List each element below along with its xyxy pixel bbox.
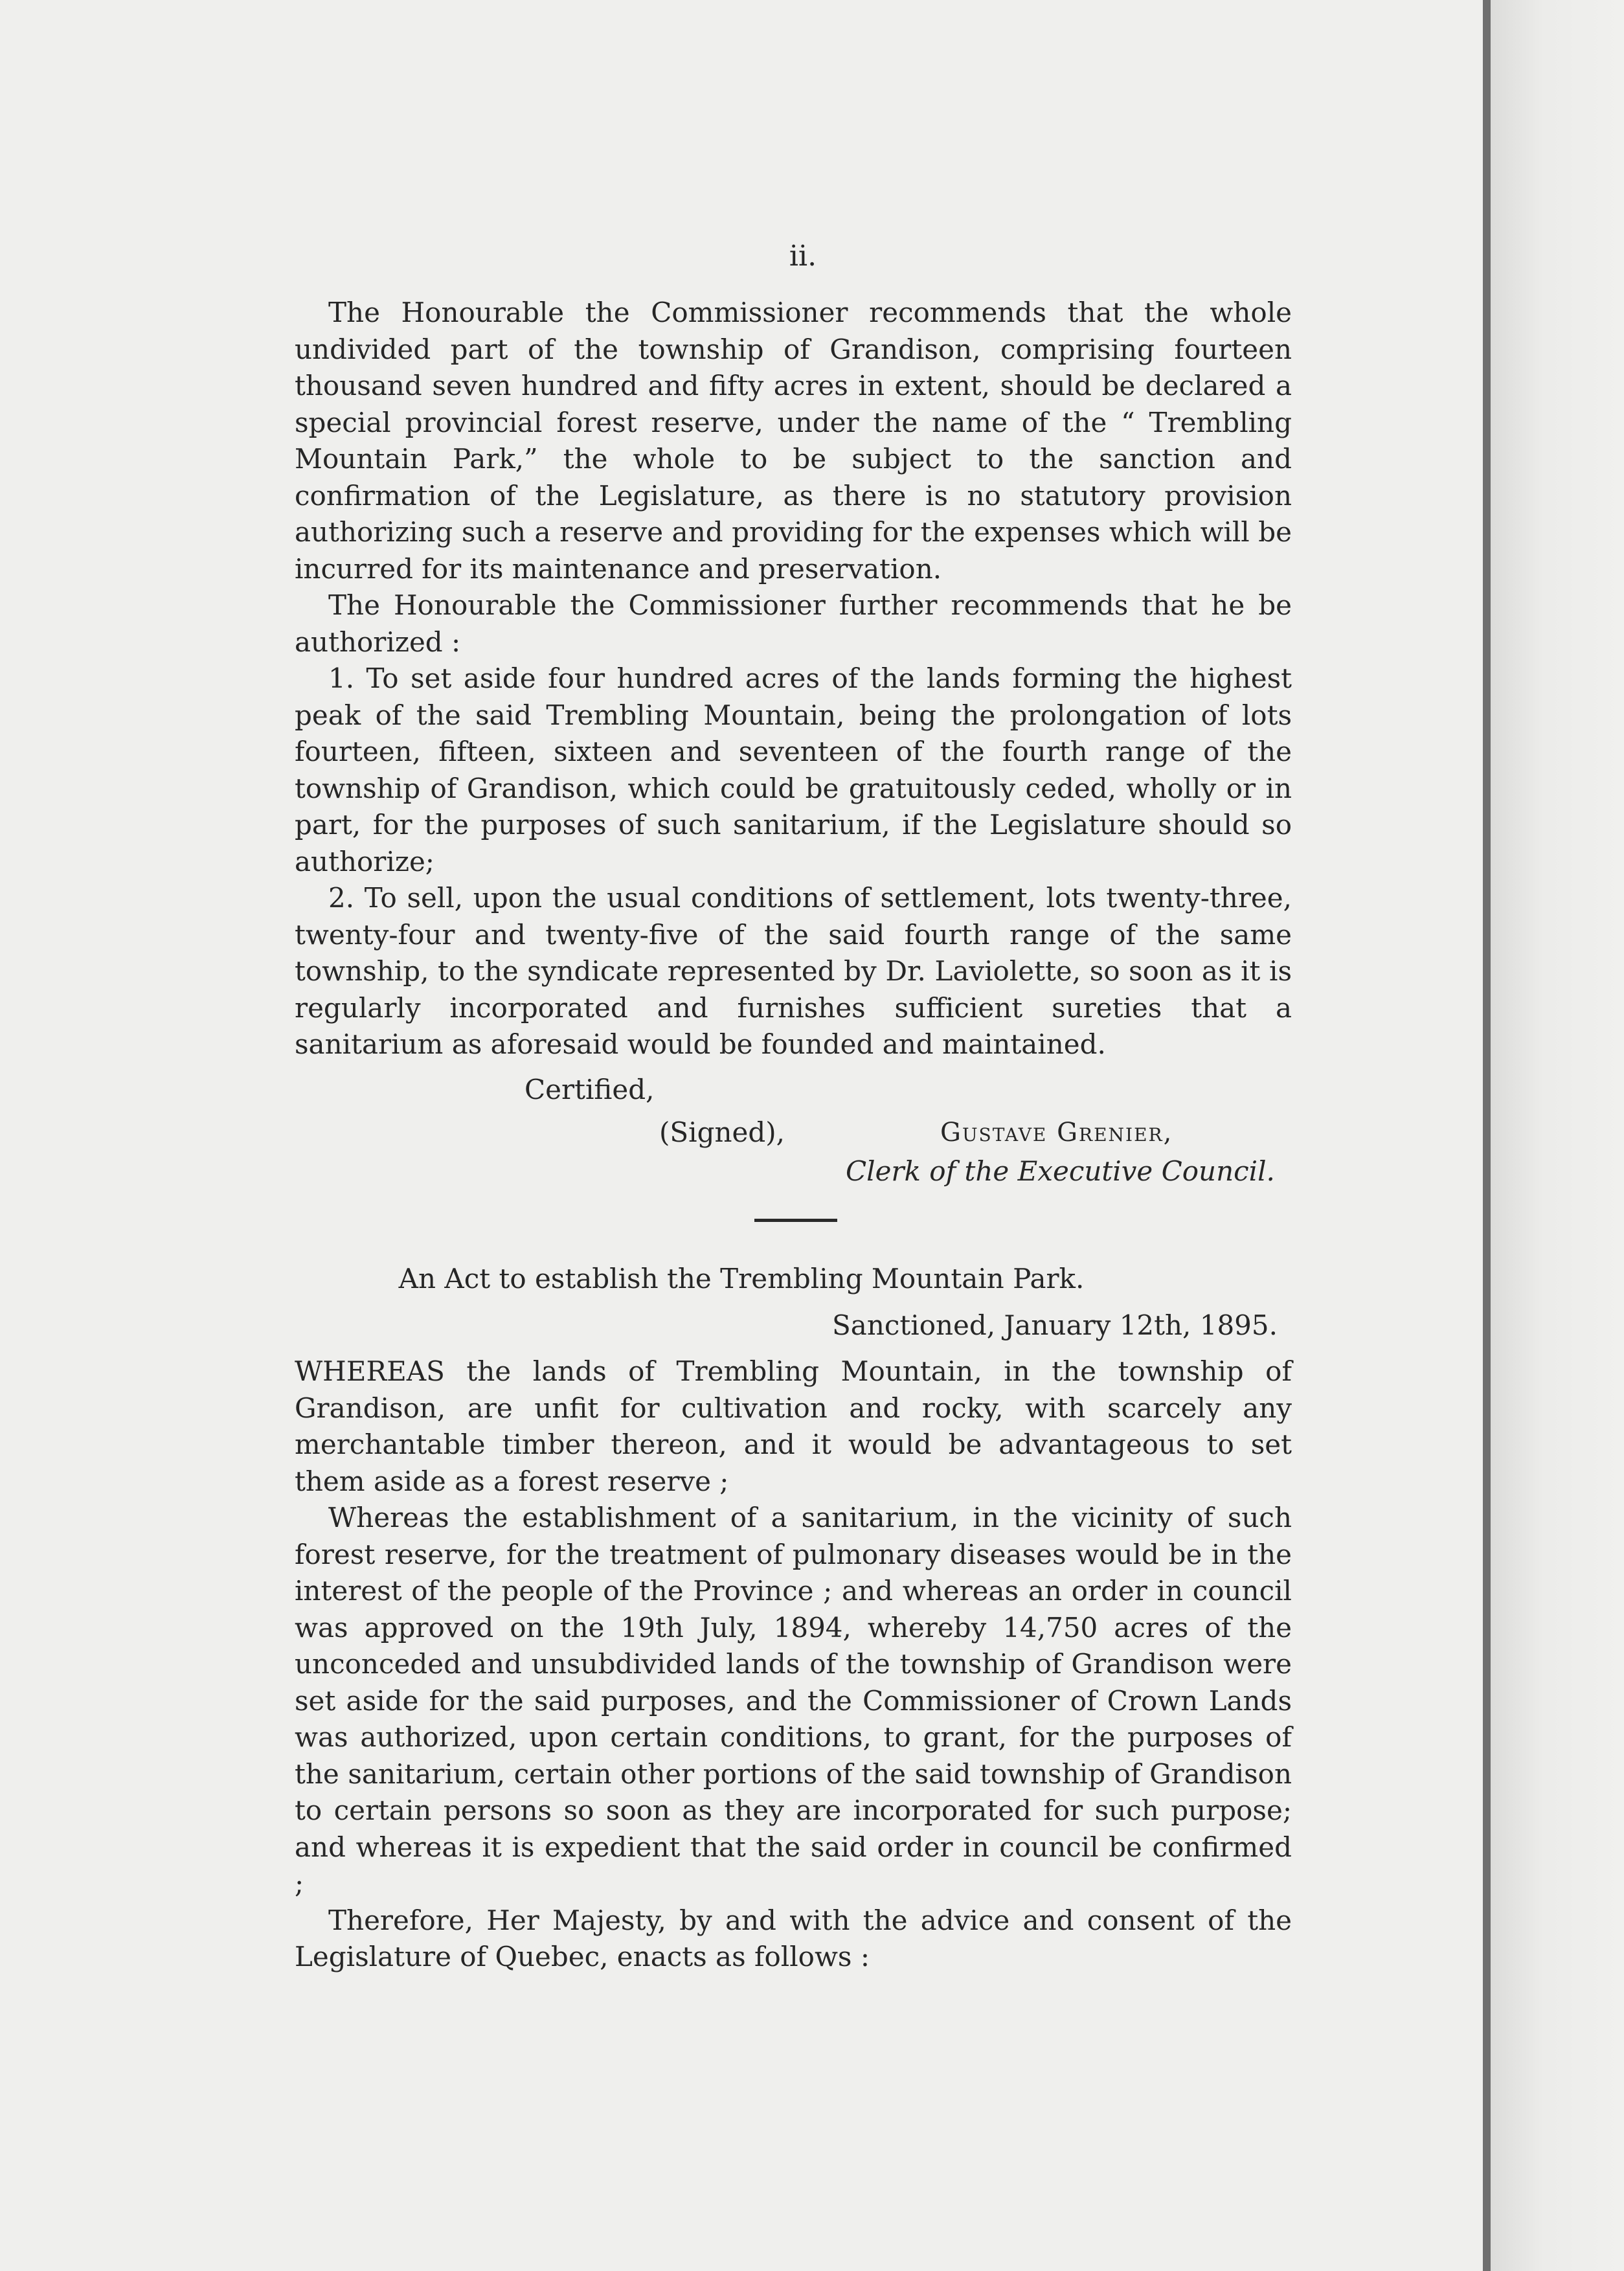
act-text [295,1353,1292,1976]
act-sanction-date: Sanctioned, January 12th, 1895. [832,1309,1278,1341]
paragraph-further-recommendation: The Honourable the Commissioner further recommends that he be authorized : [295,589,1292,658]
page-number: ii. [789,240,817,273]
page-binding-edge [1483,0,1491,2271]
paragraph-whereas-sanitarium: Whereas the establishment of a sanitarium, in the vicinity of such forest reserve, for the treatment of pulmonary diseases would be in the interest of the people of the Province ; and whereas an order in council was approved on the 19th July, 1894, whereby 14,750 acres of the unconceded and unsubdivided lands of the township of Grandison were set aside for the said purposes, and the Commissioner of Crown Lands was authorized, upon certain conditions, to grant, for the purposes of the sanitarium, certain other portions of the said township of Grandison to certain persons so soon as they are incorporated for such purpose; and whereas it is expedient that the said order in council be confirmed ; [295,1502,1292,1899]
certified-label: Certified, [524,1074,655,1105]
paragraph-item-1: 1. To set aside four hundred acres of the lands forming the highest peak of the said Trembling Mountain, being the prolongation of lots fourteen, fifteen, sixteen and seventeen of the fourth range of the township of Grandison, which could be gratuitously ceded, wholly or in part, for the purposes of such sanitarium, if the Legislature should so authorize; [295,662,1292,877]
signatory-title: Clerk of the Executive Council. [846,1155,1275,1187]
paragraph-item-2: 2. To sell, upon the usual conditions of settlement, lots twenty-three, twenty-four and twenty-five of the said fourth range of the same township, to the syndicate represented by Dr. Laviolette, so soon as it is regularly incorporated and furnishes sufficient sureties that a sanitarium as aforesaid would be founded and maintained. [295,882,1292,1060]
page-margin-shadow [1491,0,1624,2271]
act-title: An Act to establish the Trembling Mountain Park. [398,1263,1085,1294]
order-in-council-text [295,295,1292,1063]
signed-label: (Signed), [659,1116,785,1148]
section-divider [754,1219,837,1222]
paragraph-recommendation: The Honourable the Commissioner recommends that the whole undivided part of the township of Grandison, comprising fourteen thousand seven hundred and fifty acres in extent, should be declared a special provincial forest reserve, under the name of the “ Trembling Mountain Park,” the whole to be subject to the sanction and confirmation of the Legislature, as there is no statutory provision authorizing such a reserve and providing for the expenses which will be incurred for its maintenance and preservation. [295,297,1292,585]
paragraph-whereas-lands: WHEREAS the lands of Trembling Mountain, in the township of Grandison, are unfit for cultivation and rocky, with scarcely any merchantable timber thereon, and it would be advantageous to set them aside as a forest reserve ; [295,1355,1292,1497]
paragraph-enacting-clause: Therefore, Her Majesty, by and with the advice and consent of the Legislature of Quebec, enacts as follows : [295,1904,1292,1972]
signatory-name: Gustave Grenier, [940,1118,1173,1147]
